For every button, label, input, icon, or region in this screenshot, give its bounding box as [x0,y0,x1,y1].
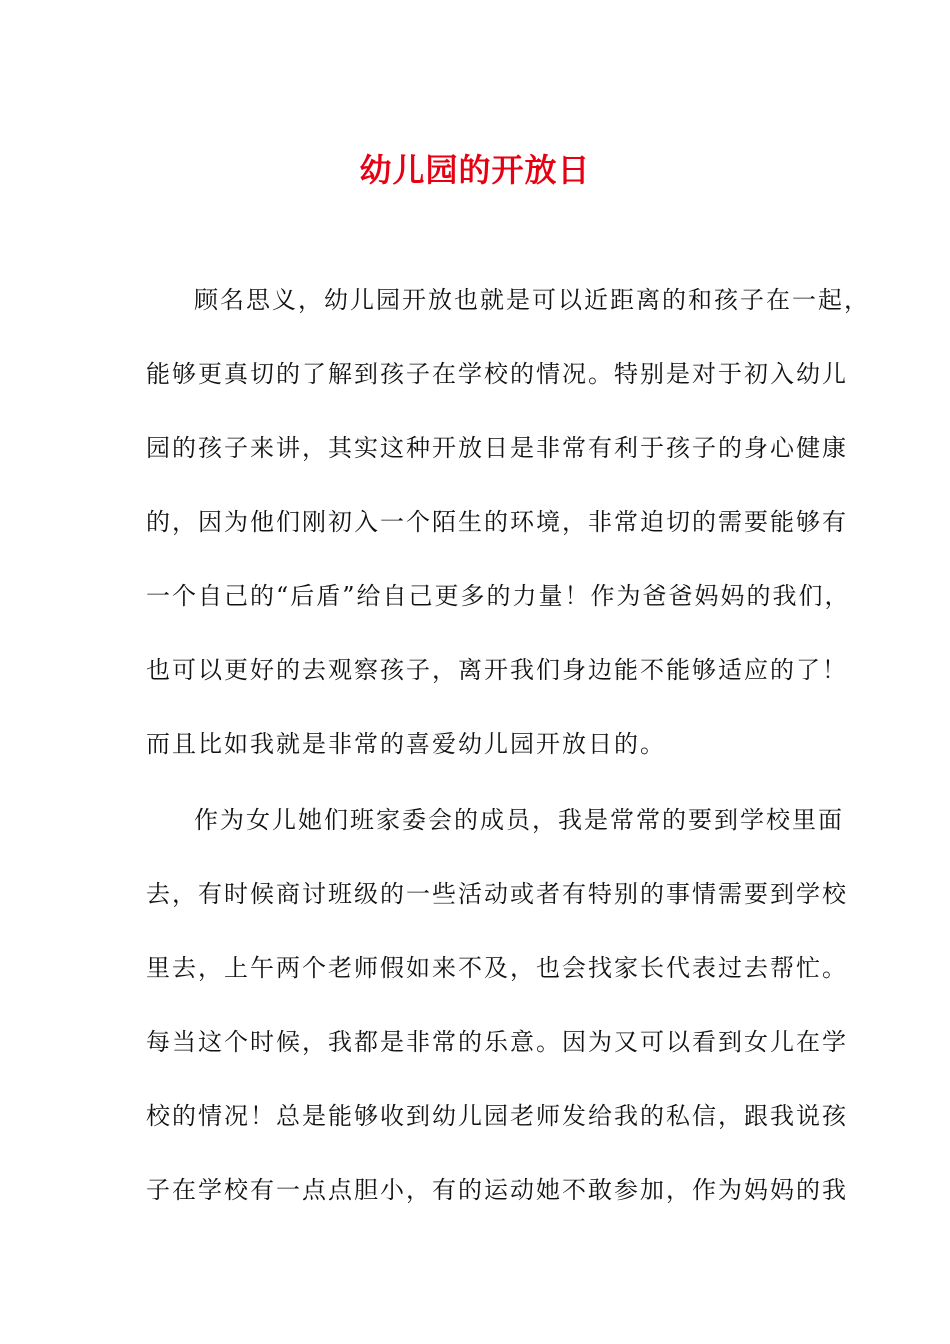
paragraph-2-line-2: 去，有时候商讨班级的一些活动或者有特别的事情需要到学校 [146,880,848,908]
paragraph-2-line-5: 校的情况！总是能够收到幼儿园老师发给我的私信，跟我说孩 [146,1102,848,1130]
paragraph-1-line-1: 顾名思义，幼儿园开放也就是可以近距离的和孩子在一起， [194,286,870,314]
paragraph-2-line-6: 子在学校有一点点胆小，有的运动她不敢参加，作为妈妈的我 [146,1176,848,1204]
paragraph-2-line-4: 每当这个时候，我都是非常的乐意。因为又可以看到女儿在学 [146,1028,848,1056]
paragraph-1-line-4: 的，因为他们刚初入一个陌生的环境，非常迫切的需要能够有 [146,508,848,536]
paragraph-1-line-2: 能够更真切的了解到孩子在学校的情况。特别是对于初入幼儿 [146,360,848,388]
document-title: 幼儿园的开放日 [359,151,591,189]
paragraph-1-line-7: 而且比如我就是非常的喜爱幼儿园开放日的。 [146,730,666,758]
paragraph-2-line-3: 里去，上午两个老师假如来不及，也会找家长代表过去帮忙。 [146,954,848,982]
paragraph-2-line-1: 作为女儿她们班家委会的成员，我是常常的要到学校里面 [194,806,844,834]
paragraph-1-line-3: 园的孩子来讲，其实这种开放日是非常有利于孩子的身心健康 [146,434,848,462]
paragraph-1-line-5: 一个自己的“后盾”给自己更多的力量！作为爸爸妈妈的我们， [146,582,851,610]
paragraph-1-line-6: 也可以更好的去观察孩子，离开我们身边能不能够适应的了！ [146,656,848,684]
